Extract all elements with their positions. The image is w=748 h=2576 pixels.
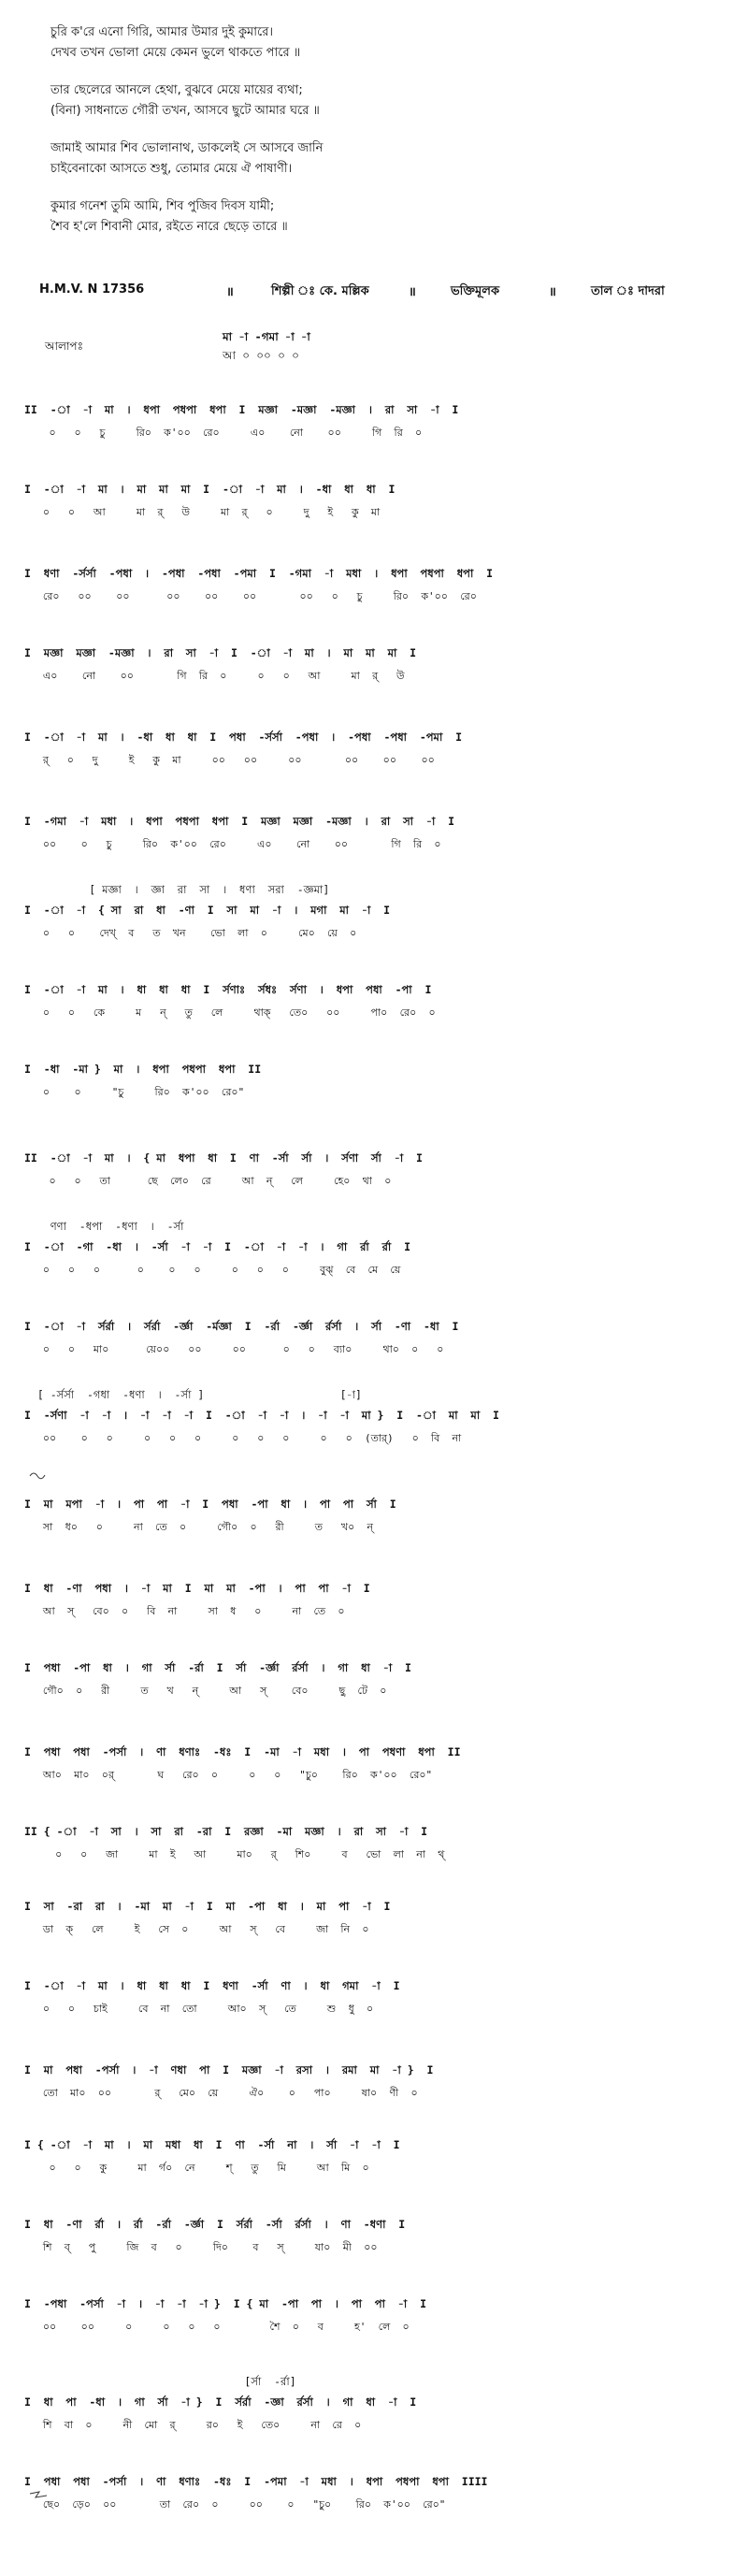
notation-row [24, 2296, 712, 2352]
notation-row [24, 730, 712, 786]
notation-row [24, 1319, 712, 1375]
lyric-line: কুমার গনেশ তুমি আমি, শিব পুজিব দিবস যামী; [50, 199, 275, 213]
syllable-line: শি বা ০ নী মো র্ র০ ই তে০ না রে ০ [24, 2419, 362, 2431]
syllable-line: ০ ০ চাই বে না তো আ০ স্ তে শু ধু ০ [24, 2003, 374, 2015]
swara-line: I -া -া { সা রা ধা -ণা I সা মা -া । মগা মা -া I [24, 904, 391, 917]
syllable-line: তো মা০ ০০ র্ মে০ য়ে ঐ০ ০ পা০ ষা০ ণী ০ [24, 2087, 418, 2099]
syllable-line: ০ ০ "চু রি০ ক'০০ রে০" [24, 1086, 245, 1098]
syllable-line: শি ব্ পু জি ব ০ দি০ ব স্ যা০ মী ০০ [24, 2241, 378, 2253]
syllable-line: ০ ০ কে ম ন্ তু লে থাক্ তে০ ০০ পা০ রে০ ০ [24, 1006, 436, 1019]
swara-line: I ধা পা -ধা । গা র্সা -া } I র্সর্রা -জ্ঞা র্রর্সা । গা ধা -া I [24, 2395, 417, 2409]
lyrics-stanza [50, 80, 705, 122]
lyric-line: চাইবেনাকো আসতে শুধু, তোমার মেয়ে ঐ পাষাণী। [50, 162, 293, 176]
record-header [39, 282, 712, 303]
notation-row [24, 1151, 712, 1207]
swara-line: I -া -গা -ধা । -র্সা -া -া I -া -া -া । গা র্রা র্রা I [24, 1240, 411, 1253]
swara-line: II -া -া মা । { মা ধপা ধা I ণা -র্সা র্সা । র্সণা র্সা -া I [24, 1151, 423, 1165]
notation-row [24, 982, 712, 1038]
record-number: H.M.V. N 17356 [39, 282, 145, 297]
syllable-line: র্ ০ দু ই কু মা ০০ ০০ ০০ ০০ ০০ ০০ [24, 754, 435, 766]
lyrics-block [50, 22, 705, 254]
notation-variant: [ -র্সর্সা -গধা -ধণা । -র্সা ] [-া] [24, 1388, 362, 1401]
lyrics-stanza [50, 196, 705, 238]
syllable-line: গৌ০ ০ রী ত খ ন্ আ স্ বে০ ছু টে ০ [24, 1685, 387, 1697]
header-separator: ॥ [409, 285, 416, 299]
swara-line: I পধা পধা -পর্সা । ণা ধণাঃ -ধঃ I -পমা -া মধা । ধপা পধপা ধপা IIII [24, 2475, 488, 2488]
notation-row [24, 1899, 712, 1955]
syllable-line: আ০ মা০ ০র্ ঘ রে০ ০ ০ ০ "চু০ রি০ ক'০০ রে০" [24, 1769, 433, 1781]
swara-line: I -া -া মা । -ধা ধা ধা I পধা -র্সর্সা -পধা । -পধা -পধা -পমা I [24, 731, 463, 744]
swara-line: I -া -া মা । ধা ধা ধা I র্সণাঃ র্সধঃ র্সণা । ধপা পধা -পা I [24, 983, 432, 996]
notation-row [24, 1062, 712, 1118]
swara-line: II -া -া মা । ধপা পধপা ধপা I মজ্ঞা -মজ্ঞা -মজ্ঞা । রা সা -া I [24, 403, 459, 416]
syllable-line: ০০ ০০ ০ ০ ০ ০ শৈ ০ ব হ' লে ০ [24, 2321, 410, 2333]
notation-row [24, 2062, 712, 2119]
syllable-line: ০ ০ মা০ য়ে০০ ০০ ০০ ০ ০ ব্যা০ থা০ ০ ০ [24, 1343, 444, 1355]
syllable-line: ০০ ০ ০ ০ ০ ০ ০ ০ ০ ০ ০ (তার্) ০ বি না [24, 1432, 462, 1444]
syllable-line: এ০ নো ০০ গি রি ০ ০ ০ আ মা র্ উ [24, 670, 405, 682]
ink-mark [28, 1467, 54, 1480]
lyrics-stanza [50, 22, 705, 64]
notation-row [24, 2375, 712, 2451]
notation-row [24, 1660, 712, 1716]
syllable-line: ০ ০ দেখ্ ব ত খন ভো লা ০ মে০ য়ে ০ [24, 927, 357, 939]
notation-row [24, 1978, 712, 2034]
genre-label: ভক্তিমূলক [451, 284, 500, 298]
syllable-line: ০ ০ চু রি০ ক'০০ রে০ এ০ নো ০০ গি রি ০ [24, 427, 423, 439]
notation-variant: [র্সা -র্রা] [24, 2375, 296, 2388]
notation-variant: [ মজ্ঞা । জ্ঞা রা সা । ধণা সরা -জ্ঞমা] [24, 883, 330, 896]
lyric-line: তার ছেলেরে আনলে হেথা, বুঝবে মেয়ে মায়ের ব্যথা; [50, 83, 303, 97]
syllable-line: ০ ০ তা ছে লে০ রে আ ন্ লে হে০ থা ০ [24, 1175, 392, 1187]
notation-row [24, 1824, 712, 1880]
swara-line: I ধা -ণা র্রা । র্রা -র্রা -র্জ্ঞা I র্সর্রা -র্সা র্রর্সা । ণা -ধণা I [24, 2218, 406, 2231]
syllable-line: ০ ০ ০ ০ ০ ০ ০ ০ ০ বুঝ্ বে মে য়ে [24, 1264, 401, 1276]
lyric-line: (বিনা) সাধনাতে গৌরী তখন, আসবে ছুটে আমার ঘরে ॥ [50, 104, 320, 118]
syllable-line: ০ ০ আ মা র্ উ মা র্ ০ দু ই কু মা [24, 506, 381, 518]
lyric-line: শৈব হ'লে শিবানী মোর, রইতে নারে ছেড়ে তারে ॥ [50, 220, 288, 234]
syllable-line: ছে০ ড়ে০ ০০ তা রে০ ০ ০০ ০ "চু০ রি০ ক'০০ রে০" [24, 2498, 446, 2511]
notation-row [24, 1744, 712, 1801]
syllable-line: ডা ক্ লে ই সে ০ আ স্ বে জা নি ০ [24, 1923, 369, 1935]
swara-line: I -গমা -া মধা । ধপা পধপা ধপা I মজ্ঞা মজ্ঞা -মজ্ঞা । রা সা -া I [24, 815, 455, 828]
swara-line: I -া -া মা । ধা ধা ধা I ধণা -র্সা ণা । ধা গমা -া I [24, 1979, 400, 1992]
alap-swaras: মা -া -গমা -া -া [223, 330, 310, 343]
notation-variant: ণণা -ধপা -ধণা । -র্সা [24, 1220, 184, 1233]
ink-mark [28, 2488, 54, 2501]
swara-line: I -পধা -পর্সা -া । -া -া -া } I { মা -পা পা । পা পা -া I [24, 2297, 427, 2310]
swara-line: I -া -া র্সর্রা । র্সর্রা -র্জ্ঞা -র্মজ্ঞা I -র্রা -র্জ্ঞা র্রর্সা । র্সা -ণা -ধা I [24, 1320, 459, 1333]
swara-line: I মজ্ঞা মজ্ঞা -মজ্ঞা । রা সা -া I -া -া মা । মা মা মা I [24, 646, 417, 659]
swara-line: I পধা -পা ধা । গা র্সা -র্রা I র্সা -র্জ্ঞা র্রর্সা । গা ধা -া I [24, 1661, 411, 1674]
swara-line: I { -া -া মা । মা মধা ধা I ণা -র্সা না । র্সা -া -া I [24, 2138, 400, 2151]
notation-row [24, 402, 712, 458]
swara-line: I মা মপা -া । পা পা -া I পধা -পা ধা । পা পা র্সা I [24, 1498, 396, 1511]
swara-line: I -র্সণা -া -া । -া -া -া I -া -া -া । -া -া মা } I -া মা মা I [24, 1409, 499, 1422]
notation-row [24, 1581, 712, 1637]
artist-credit: শিল্পী ঃ কে. মল্লিক [271, 284, 369, 298]
tala-label: তাল ঃ দাদরা [591, 284, 665, 298]
swara-line: I ধণা -র্সর্সা -পধা । -পধা -পধা -পমা I -গমা -া মধা । ধপা পধপা ধপা I [24, 567, 494, 580]
syllable-line: সা ধ০ ০ না তে ০ গৌ০ ০ রী ত খ০ ন্ [24, 1521, 374, 1533]
lyric-line: দেখব তখন ভোলা মেয়ে কেমন ভুলে থাকতে পারে ॥ [50, 46, 301, 60]
notation-row [24, 2217, 712, 2273]
notation-row [24, 883, 712, 959]
alap-section [45, 329, 699, 367]
alap-label: আলাপঃ [45, 340, 83, 353]
notation-row [24, 566, 712, 622]
swara-line: I -া -া মা । মা মা মা I -া -া মা । -ধা ধা ধা I [24, 483, 396, 496]
header-separator: ॥ [549, 285, 556, 299]
lyric-line: চুরি ক'রে এনো গিরি, আমার উমার দুই কুমারে। [50, 25, 274, 39]
lyric-line: জামাই আমার শিব ভোলানাথ, ডাকলেই সে আসবে জানি [50, 141, 324, 155]
notation-row [24, 1497, 712, 1553]
alap-syllables: আ ০ ০০ ০ ০ [223, 349, 299, 362]
syllable-line: ০ ০ কু মা র্গ০ নে শ্ তু মি আ মি ০ [24, 2162, 369, 2174]
syllable-line: ০ ০ জা মা ই আ মা০ র্ শি০ ব ভো লা না থ্ [24, 1848, 445, 1860]
syllable-line: ০০ ০ চু রি০ ক'০০ রে০ এ০ নো ০০ গি রি ০ [24, 838, 441, 850]
swara-line: I মা পধা -পর্সা । -া ণধা পা I মজ্ঞা -া রসা । রমা মা -া } I [24, 2063, 434, 2077]
header-separator: ॥ [226, 285, 234, 299]
lyrics-stanza [50, 138, 705, 180]
notation-row [24, 645, 712, 702]
swara-line: I পধা পধা -পর্সা । ণা ধণাঃ -ধঃ I -মা -া মধা । পা পধণা ধপা II [24, 1745, 461, 1758]
notation-row [24, 1220, 712, 1295]
swara-line: I ধা -ণা পধা । -া মা I মা মা -পা । পা পা -া I [24, 1582, 370, 1595]
notation-row [24, 2474, 712, 2530]
notation-row [24, 2137, 712, 2193]
syllable-line: রে০ ০০ ০০ ০০ ০০ ০০ ০০ ০ চু রি০ ক'০০ রে০ [24, 590, 477, 602]
notation-row [24, 1388, 712, 1464]
swara-line: I সা -রা রা । -মা মা -া I মা -পা ধা । মা পা -া I [24, 1900, 391, 1913]
syllable-line: আ স্ বে০ ০ বি না সা ধ ০ না তে ০ [24, 1605, 345, 1617]
notation-row [24, 482, 712, 538]
swara-line: II { -া -া সা । সা রা -রা I রজ্ঞা -মা মজ্ঞা । রা সা -া I [24, 1825, 428, 1838]
swara-line: I -ধা -মা } মা । ধপা পধপা ধপা II [24, 1063, 262, 1076]
notation-row [24, 814, 712, 870]
